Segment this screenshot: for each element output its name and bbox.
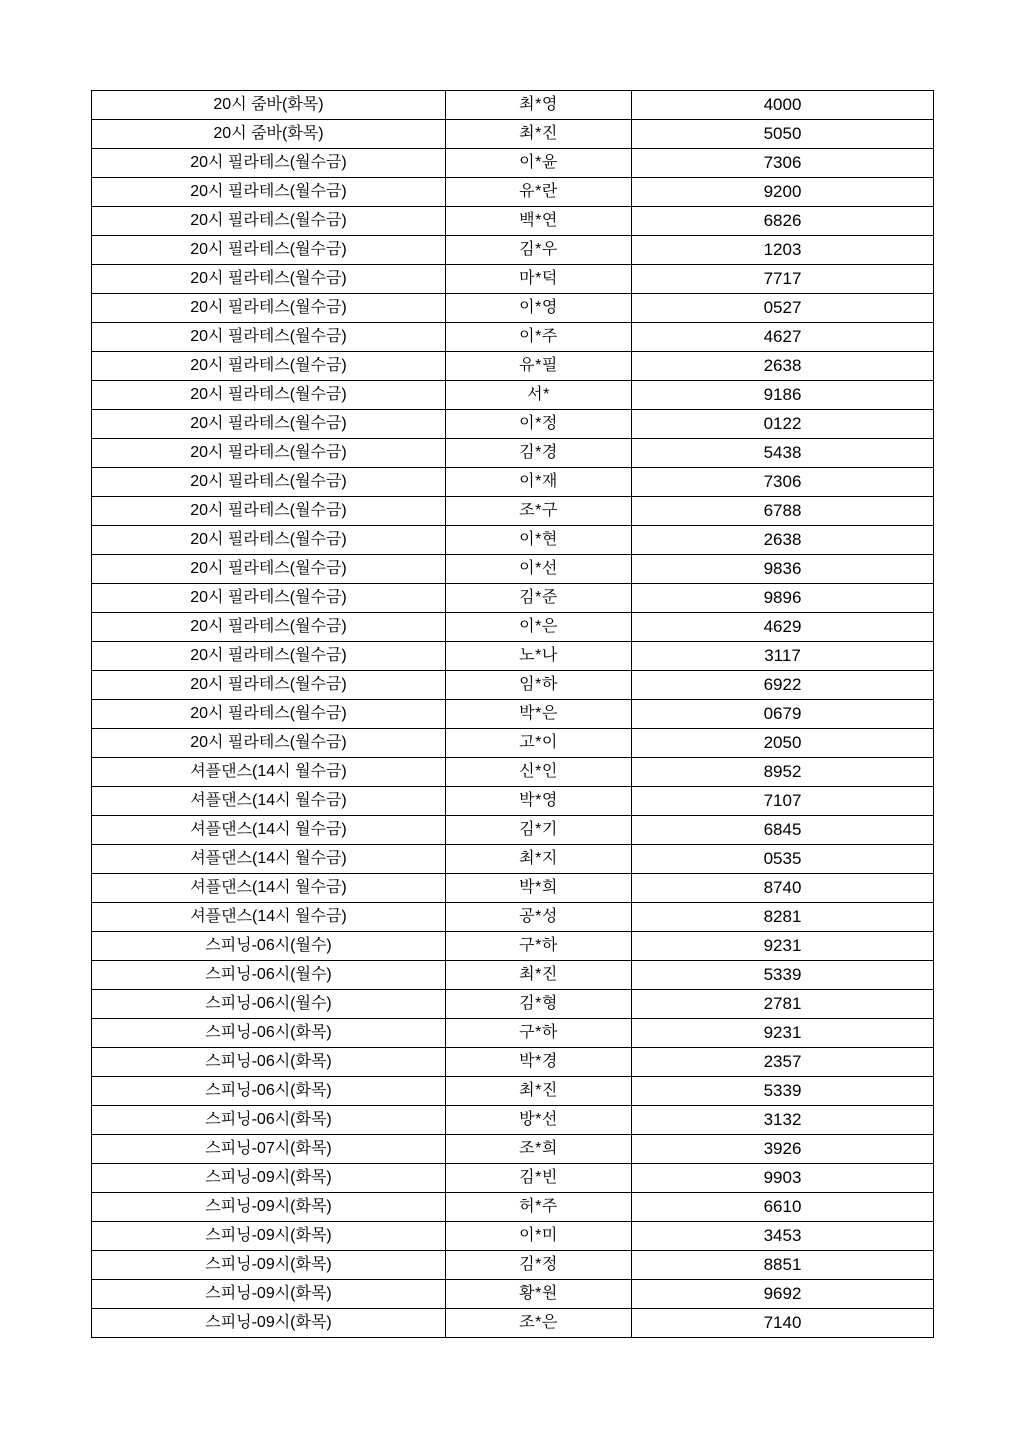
cell-class-name: 스피닝-06시(월수) (92, 990, 446, 1019)
cell-class-name: 셔플댄스(14시 월수금) (92, 816, 446, 845)
cell-member-name: 김*형 (446, 990, 632, 1019)
cell-member-code: 6922 (632, 671, 934, 700)
cell-member-name: 공*성 (446, 903, 632, 932)
table-row (92, 265, 934, 294)
cell-member-code: 7717 (632, 265, 934, 294)
cell-member-code: 0527 (632, 294, 934, 323)
cell-class-name: 20시 필라테스(월수금) (92, 729, 446, 758)
cell-member-name: 임*하 (446, 671, 632, 700)
cell-member-code: 4629 (632, 613, 934, 642)
cell-member-name: 구*하 (446, 1019, 632, 1048)
cell-class-name: 셔플댄스(14시 월수금) (92, 903, 446, 932)
table-row (92, 468, 934, 497)
cell-class-name: 셔플댄스(14시 월수금) (92, 787, 446, 816)
cell-member-code: 9231 (632, 932, 934, 961)
cell-member-code: 7107 (632, 787, 934, 816)
cell-member-code: 3117 (632, 642, 934, 671)
table-row (92, 352, 934, 381)
cell-class-name: 스피닝-06시(화목) (92, 1106, 446, 1135)
cell-member-name: 백*연 (446, 207, 632, 236)
cell-class-name: 20시 필라테스(월수금) (92, 584, 446, 613)
cell-member-name: 김*정 (446, 1251, 632, 1280)
cell-class-name: 셔플댄스(14시 월수금) (92, 845, 446, 874)
cell-member-name: 최*진 (446, 1077, 632, 1106)
table-row (92, 1222, 934, 1251)
cell-member-name: 이*영 (446, 294, 632, 323)
cell-class-name: 20시 필라테스(월수금) (92, 207, 446, 236)
cell-member-name: 마*덕 (446, 265, 632, 294)
cell-member-code: 3926 (632, 1135, 934, 1164)
cell-member-code: 0122 (632, 410, 934, 439)
cell-member-name: 최*진 (446, 120, 632, 149)
cell-member-name: 유*필 (446, 352, 632, 381)
cell-class-name: 스피닝-06시(화목) (92, 1077, 446, 1106)
table-row (92, 439, 934, 468)
table-row (92, 1193, 934, 1222)
cell-class-name: 20시 필라테스(월수금) (92, 671, 446, 700)
table-row (92, 1048, 934, 1077)
cell-member-code: 2781 (632, 990, 934, 1019)
cell-member-name: 김*우 (446, 236, 632, 265)
cell-member-name: 허*주 (446, 1193, 632, 1222)
table-row (92, 91, 934, 120)
cell-class-name: 20시 필라테스(월수금) (92, 381, 446, 410)
cell-member-name: 방*선 (446, 1106, 632, 1135)
table-row (92, 1164, 934, 1193)
cell-member-code: 9836 (632, 555, 934, 584)
table-row (92, 497, 934, 526)
cell-member-code: 9896 (632, 584, 934, 613)
table-row (92, 758, 934, 787)
table-row (92, 323, 934, 352)
table-row (92, 700, 934, 729)
table-row (92, 584, 934, 613)
table-row (92, 1106, 934, 1135)
cell-member-name: 김*기 (446, 816, 632, 845)
table-row (92, 120, 934, 149)
cell-class-name: 스피닝-09시(화목) (92, 1309, 446, 1338)
table-row (92, 1280, 934, 1309)
cell-member-name: 이*선 (446, 555, 632, 584)
cell-member-code: 4627 (632, 323, 934, 352)
cell-class-name: 스피닝-06시(월수) (92, 932, 446, 961)
cell-member-name: 고*이 (446, 729, 632, 758)
cell-member-code: 8851 (632, 1251, 934, 1280)
cell-member-name: 박*영 (446, 787, 632, 816)
cell-class-name: 20시 줌바(화목) (92, 91, 446, 120)
table-row (92, 1251, 934, 1280)
cell-member-code: 3453 (632, 1222, 934, 1251)
cell-member-name: 최*영 (446, 91, 632, 120)
cell-member-name: 서* (446, 381, 632, 410)
cell-member-code: 6826 (632, 207, 934, 236)
table-row (92, 149, 934, 178)
cell-class-name: 스피닝-09시(화목) (92, 1280, 446, 1309)
cell-member-code: 1203 (632, 236, 934, 265)
cell-member-code: 6845 (632, 816, 934, 845)
cell-member-name: 이*재 (446, 468, 632, 497)
cell-member-name: 노*나 (446, 642, 632, 671)
cell-member-code: 6610 (632, 1193, 934, 1222)
cell-member-name: 박*경 (446, 1048, 632, 1077)
cell-member-name: 김*준 (446, 584, 632, 613)
cell-class-name: 20시 필라테스(월수금) (92, 439, 446, 468)
cell-class-name: 스피닝-06시(화목) (92, 1048, 446, 1077)
cell-class-name: 20시 필라테스(월수금) (92, 236, 446, 265)
cell-member-name: 이*현 (446, 526, 632, 555)
table-row (92, 903, 934, 932)
cell-member-code: 9231 (632, 1019, 934, 1048)
cell-member-name: 김*빈 (446, 1164, 632, 1193)
cell-class-name: 스피닝-09시(화목) (92, 1164, 446, 1193)
table-row (92, 1019, 934, 1048)
table-row (92, 294, 934, 323)
cell-member-code: 5339 (632, 1077, 934, 1106)
roster-table-body (92, 91, 934, 1338)
cell-member-code: 7140 (632, 1309, 934, 1338)
cell-member-code: 3132 (632, 1106, 934, 1135)
table-row (92, 787, 934, 816)
cell-member-name: 신*인 (446, 758, 632, 787)
cell-class-name: 20시 필라테스(월수금) (92, 294, 446, 323)
table-row (92, 613, 934, 642)
cell-member-code: 8952 (632, 758, 934, 787)
table-row (92, 1309, 934, 1338)
cell-class-name: 스피닝-09시(화목) (92, 1251, 446, 1280)
table-row (92, 845, 934, 874)
cell-member-code: 5050 (632, 120, 934, 149)
cell-member-code: 7306 (632, 468, 934, 497)
cell-member-code: 6788 (632, 497, 934, 526)
table-row (92, 671, 934, 700)
table-row (92, 1135, 934, 1164)
cell-member-code: 9200 (632, 178, 934, 207)
cell-class-name: 20시 필라테스(월수금) (92, 410, 446, 439)
cell-class-name: 20시 필라테스(월수금) (92, 700, 446, 729)
cell-member-name: 구*하 (446, 932, 632, 961)
table-row (92, 236, 934, 265)
cell-member-name: 황*원 (446, 1280, 632, 1309)
table-row (92, 729, 934, 758)
table-row (92, 816, 934, 845)
cell-member-code: 2357 (632, 1048, 934, 1077)
cell-class-name: 스피닝-07시(화목) (92, 1135, 446, 1164)
table-row (92, 410, 934, 439)
cell-class-name: 20시 필라테스(월수금) (92, 497, 446, 526)
cell-class-name: 20시 필라테스(월수금) (92, 642, 446, 671)
cell-member-code: 8281 (632, 903, 934, 932)
cell-class-name: 20시 필라테스(월수금) (92, 555, 446, 584)
table-row (92, 207, 934, 236)
cell-member-name: 이*은 (446, 613, 632, 642)
table-row (92, 932, 934, 961)
cell-member-code: 8740 (632, 874, 934, 903)
cell-member-name: 이*윤 (446, 149, 632, 178)
cell-class-name: 20시 줌바(화목) (92, 120, 446, 149)
cell-member-code: 0679 (632, 700, 934, 729)
cell-class-name: 20시 필라테스(월수금) (92, 613, 446, 642)
cell-member-name: 이*미 (446, 1222, 632, 1251)
cell-member-name: 조*희 (446, 1135, 632, 1164)
cell-class-name: 20시 필라테스(월수금) (92, 265, 446, 294)
table-row (92, 961, 934, 990)
cell-member-name: 유*란 (446, 178, 632, 207)
table-row (92, 642, 934, 671)
table-row (92, 990, 934, 1019)
cell-class-name: 스피닝-09시(화목) (92, 1193, 446, 1222)
cell-member-name: 김*경 (446, 439, 632, 468)
cell-class-name: 스피닝-06시(화목) (92, 1019, 446, 1048)
cell-member-name: 최*지 (446, 845, 632, 874)
cell-class-name: 20시 필라테스(월수금) (92, 149, 446, 178)
cell-member-code: 2050 (632, 729, 934, 758)
table-row (92, 178, 934, 207)
cell-member-code: 9903 (632, 1164, 934, 1193)
cell-class-name: 20시 필라테스(월수금) (92, 526, 446, 555)
cell-member-name: 이*주 (446, 323, 632, 352)
cell-class-name: 20시 필라테스(월수금) (92, 178, 446, 207)
cell-member-code: 7306 (632, 149, 934, 178)
roster-table (91, 90, 934, 1338)
cell-class-name: 스피닝-09시(화목) (92, 1222, 446, 1251)
cell-class-name: 스피닝-06시(월수) (92, 961, 446, 990)
cell-member-code: 5339 (632, 961, 934, 990)
cell-class-name: 20시 필라테스(월수금) (92, 352, 446, 381)
cell-member-name: 최*진 (446, 961, 632, 990)
cell-member-code: 5438 (632, 439, 934, 468)
cell-member-code: 9186 (632, 381, 934, 410)
cell-class-name: 20시 필라테스(월수금) (92, 468, 446, 497)
table-row (92, 874, 934, 903)
cell-class-name: 셔플댄스(14시 월수금) (92, 874, 446, 903)
table-row (92, 526, 934, 555)
cell-member-name: 박*희 (446, 874, 632, 903)
table-row (92, 555, 934, 584)
roster-table-container (91, 90, 933, 1338)
table-row (92, 1077, 934, 1106)
cell-class-name: 셔플댄스(14시 월수금) (92, 758, 446, 787)
cell-member-code: 4000 (632, 91, 934, 120)
cell-member-name: 조*구 (446, 497, 632, 526)
cell-member-code: 9692 (632, 1280, 934, 1309)
cell-member-name: 이*정 (446, 410, 632, 439)
cell-member-name: 조*은 (446, 1309, 632, 1338)
cell-member-code: 2638 (632, 526, 934, 555)
cell-member-name: 박*은 (446, 700, 632, 729)
cell-member-code: 0535 (632, 845, 934, 874)
cell-class-name: 20시 필라테스(월수금) (92, 323, 446, 352)
cell-member-code: 2638 (632, 352, 934, 381)
table-row (92, 381, 934, 410)
